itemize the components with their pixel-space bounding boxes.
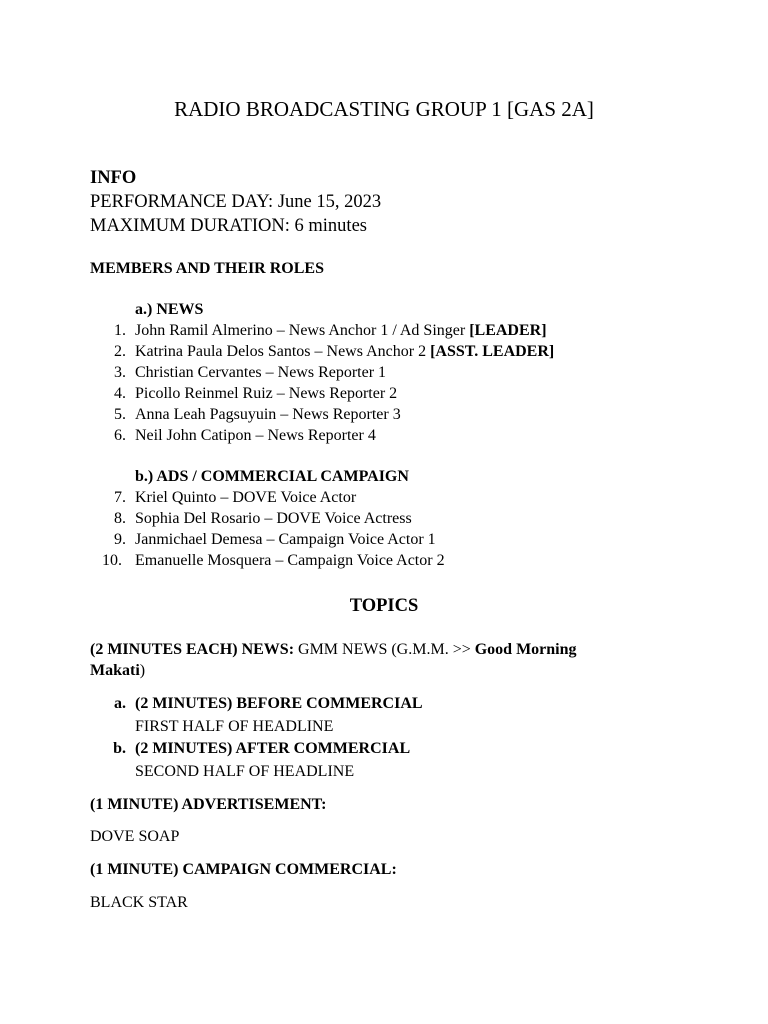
- list-item-number: 6.: [114, 427, 126, 444]
- list-item: [0, 426, 768, 446]
- campaign-value: BLACK STAR: [90, 894, 188, 911]
- list-item: [0, 342, 768, 362]
- list-item-number: 5.: [114, 406, 126, 423]
- list-item-number: 1.: [114, 322, 126, 339]
- document-title: RADIO BROADCASTING GROUP 1 [GAS 2A]: [174, 97, 594, 121]
- news-section-label: a.) NEWS: [135, 301, 204, 318]
- maximum-duration-label: MAXIMUM DURATION:: [90, 216, 290, 236]
- sub-topic-letter: b.: [113, 740, 126, 757]
- list-item: [0, 405, 768, 425]
- list-item-number: 8.: [114, 510, 126, 527]
- advertisement-value: DOVE SOAP: [90, 828, 180, 845]
- list-item: [0, 321, 768, 341]
- news-topic-expansion: Good Morning: [474, 641, 577, 658]
- list-item-text: Christian Cervantes – News Reporter 1: [135, 364, 387, 381]
- news-topic-line-continued: Makati): [90, 662, 146, 679]
- list-item: [0, 384, 768, 404]
- members-heading: MEMBERS AND THEIR ROLES: [90, 260, 324, 277]
- topics-heading: TOPICS: [349, 596, 419, 616]
- ads-section-label: b.) ADS / COMMERCIAL CAMPAIGN: [135, 468, 409, 485]
- list-item: [0, 551, 768, 571]
- sub-topic-detail: SECOND HALF OF HEADLINE: [135, 763, 355, 780]
- list-item: [0, 530, 768, 550]
- news-topic-duration: (2 MINUTES EACH) NEWS:: [90, 641, 295, 658]
- list-item-text: John Ramil Almerino – News Anchor 1 / Ad Singer [LEADER]: [135, 322, 547, 339]
- leader-tag: [LEADER]: [469, 322, 547, 339]
- list-item-number: 7.: [114, 489, 126, 506]
- list-item-text: Emanuelle Mosquera – Campaign Voice Actor 2: [135, 552, 445, 569]
- sub-topic-detail: FIRST HALF OF HEADLINE: [135, 718, 334, 735]
- list-item: [0, 363, 768, 383]
- list-item: [0, 488, 768, 508]
- news-topic-line: [90, 640, 577, 660]
- maximum-duration-line: [90, 214, 367, 238]
- list-item-text: Janmichael Demesa – Campaign Voice Actor 1: [135, 531, 436, 548]
- advertisement-heading: (1 MINUTE) ADVERTISEMENT:: [90, 796, 327, 813]
- list-item-text: Neil John Catipon – News Reporter 4: [135, 427, 376, 444]
- list-item-text: Anna Leah Pagsuyuin – News Reporter 3: [135, 406, 401, 423]
- list-item-number: 4.: [114, 385, 126, 402]
- list-item-text: Sophia Del Rosario – DOVE Voice Actress: [135, 510, 412, 527]
- performance-day-line: [90, 190, 381, 214]
- list-item-number: 10.: [102, 552, 122, 569]
- asst-leader-tag: [ASST. LEADER]: [430, 343, 555, 360]
- list-item-number: 2.: [114, 343, 126, 360]
- list-item: [0, 509, 768, 529]
- list-item-text: Picollo Reinmel Ruiz – News Reporter 2: [135, 385, 398, 402]
- list-item-text: Kriel Quinto – DOVE Voice Actor: [135, 489, 357, 506]
- list-item-text: Katrina Paula Delos Santos – News Anchor 2 [ASST. LEADER]: [135, 343, 555, 360]
- news-topic-name: GMM NEWS (G.M.M. >>: [294, 641, 475, 658]
- performance-day-value: June 15, 2023: [273, 192, 382, 212]
- info-heading: INFO: [90, 168, 137, 188]
- sub-topic-heading: (2 MINUTES) BEFORE COMMERCIAL: [135, 695, 423, 712]
- sub-topic-letter: a.: [114, 695, 126, 712]
- performance-day-label: PERFORMANCE DAY:: [90, 192, 274, 212]
- sub-topic-heading: (2 MINUTES) AFTER COMMERCIAL: [135, 740, 411, 757]
- list-item-number: 3.: [114, 364, 126, 381]
- campaign-heading: (1 MINUTE) CAMPAIGN COMMERCIAL:: [90, 861, 397, 878]
- maximum-duration-value: 6 minutes: [289, 216, 367, 236]
- list-item-number: 9.: [114, 531, 126, 548]
